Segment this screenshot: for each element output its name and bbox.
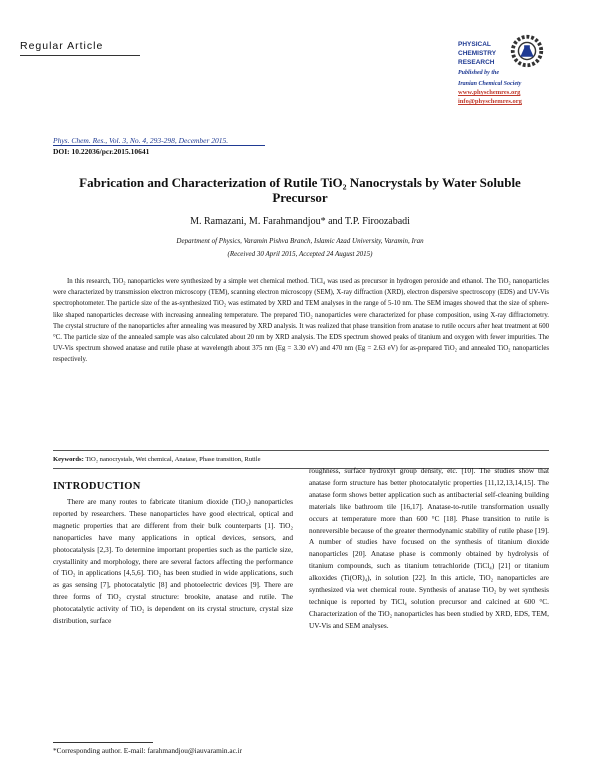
keywords-top-rule: [53, 450, 549, 451]
journal-name-line-1: PHYSICAL: [458, 41, 491, 48]
email-link[interactable]: info@physchemres.org: [458, 98, 522, 105]
journal-name-line-2: CHEMISTRY: [458, 50, 497, 57]
article-type-rule: [20, 55, 140, 56]
affiliation: Department of Physics, Varamin Pishva Branch, Islamic Azad University, Varamin, Iran: [176, 237, 424, 245]
authors: M. Ramazani, M. Farahmandjou* and T.P. Firoozabadi: [190, 216, 410, 227]
website-link[interactable]: www.physchemres.org: [458, 89, 521, 96]
published-by: Published by the: [458, 70, 500, 76]
introduction-heading: INTRODUCTION: [53, 481, 141, 492]
doi[interactable]: DOI: 10.22036/pcr.2015.10641: [53, 147, 150, 156]
article-type-label: Regular Article: [20, 40, 104, 52]
received-dates: (Received 30 April 2015, Accepted 24 August 2015): [227, 250, 373, 258]
title-line-1: Fabrication and Characterization of Rutile TiO₂ Nanocrystals by Water Soluble: [79, 175, 521, 190]
keywords-label: Keywords:: [53, 456, 84, 463]
citation-reference: Phys. Chem. Res., Vol. 3, No. 4, 293-298, December 2015.: [53, 136, 229, 145]
journal-logo-icon: [508, 32, 546, 70]
citation-underline: [53, 145, 265, 146]
society-name: Iranian Chemical Society: [458, 80, 522, 87]
article-title: [30, 175, 570, 205]
keywords: [53, 456, 261, 463]
abstract: In this research, TiO₂ nanoparticles were synthesized by a simple wet chemical method. TiCl₄ was used as precursor in hydrogen peroxide and ethanol. The TiO₂ nanoparticles were characterized by transmission electron microscopy (TEM), scanning electron microscopy (SEM), X-ray diffraction (XRD), electron dispersive spectroscopy (EDS) and UV-Vis spectrophotometer. The particle size of the as-synthesized TiO₂ was estimated by XRD and TEM analyses in the range of 5-10 nm. The SEM images showed that the size of sphere-like shaped nanoparticles decrease with increasing annealing temperature. The prepared TiO₂ nanoparticles were characterized for phase composition, using X-ray diffractometry. The crystal structure of the nanoparticles after annealing was measured by XRD analysis. It was realized that phase transition from anatase to rutile occurs after heat treatment at 600 °C. The particle size of the annealed sample was also calculated about 20 nm by XRD analysis. The EDS spectrum showed peaks of titanium and oxygen with fewer impurities. The UV-Vis spectrum showed anatase and rutile phase at wavelength about 375 nm (Eg = 3.30 eV) and 470 nm (Eg = 2.63 eV) for as-prepared TiO₂ and annealed TiO₂ nanoparticles respectively.: [53, 278, 549, 364]
journal-masthead: [458, 40, 593, 106]
introduction-left-column: There are many routes to fabricate titanium dioxide (TiO₂) nanoparticles reported by researchers. These nanoparticles have good electrical, optical and magnetic properties that are different from their bulk counterparts [1]. TiO₂ nanoparticles have many applications in optical devices, sensors, and photocatalysis [2,3]. To determine important properties such as the particle size, crystallinity and morphology, there are several factors affecting the performance of TiO₂ in applications [4,5,6]. TiO₂ has been studied in wide applications, such as gas sensing [7], photocatalytic [8] and photoelectric devices [9]. There are three forms of TiO₂ crystal structure: brookite, anatase and rutile. The photocatalytic activity of TiO₂ is dependent on its crystal structure, crystal size distribution, surface: [53, 497, 293, 626]
title-line-2: Precursor: [272, 190, 328, 205]
journal-name-line-3: RESEARCH: [458, 59, 495, 66]
corresponding-author-footnote: *Corresponding author. E-mail: farahmandjou@iauvaramin.ac.ir: [53, 746, 243, 755]
introduction-right-column: roughness, surface hydroxyl group density, etc. [10]. The studies show that anatase form structure has better photocatalytic properties [11,12,13,14,15]. The anatase form shows better application such as antibacterial self-cleaning building materials like bathroom tile [16,17]. Anatase-to-rutile transformation usually occurs at temperature more than 600 °C [18]. Phase transition to rutile is nonreversible because of the greater thermodynamic stability of rutile phase [19]. A number of studies have focused on the synthesis of titanium dioxide nanoparticles [20]. Anatase phase is commonly obtained by hydrolysis of titanium compounds, such as titanium tetrachloride (TiCl₄) [21] or titanium alkoxides (Ti(OR)₄), in solution [22]. In this article, TiO₂ nanoparticles are synthesized via wet chemical route. Synthesis of anatase TiO₂ by wet synthesis technique is reported by TiCl₄ solution precursor and calcined at 600 °C. Characterization of the TiO₂ nanoparticles has been studied by XRD, EDS, TEM, UV-Vis and SEM analyses.: [309, 466, 549, 630]
footnote-rule: [53, 742, 153, 743]
keywords-text: TiO₂ nanocrystals, Wet chemical, Anatase, Phase transition, Rutile: [85, 456, 261, 463]
